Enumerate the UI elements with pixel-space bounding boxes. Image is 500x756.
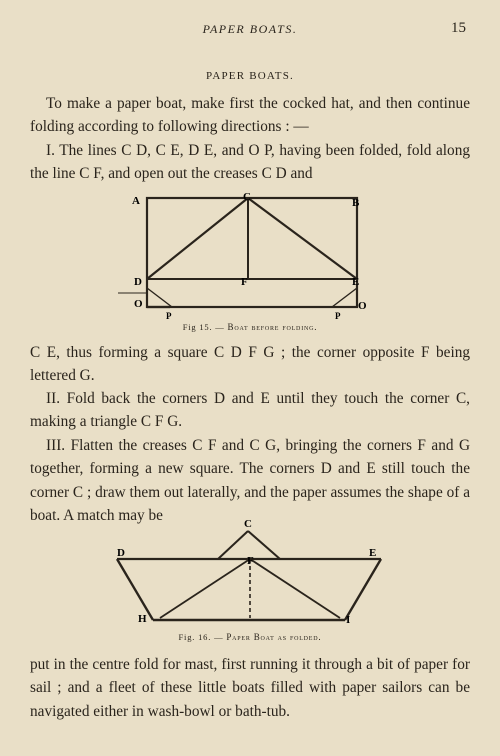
label-b: B	[352, 197, 360, 209]
label-e: E	[352, 276, 360, 288]
label-h: H	[138, 613, 147, 625]
paragraph-intro: To make a paper boat, make first the cocked hat, and then continue folding according to following directions : —	[30, 95, 470, 136]
label-f: F	[247, 555, 254, 567]
label-i: I	[346, 614, 351, 626]
label-e: E	[369, 547, 377, 559]
paragraph-step-1: I. The lines C D, C E, D E, and O P, having been folded, fold along the line C F, and open out the creases C D and	[30, 142, 470, 183]
paragraph-step-2: II. Fold back the corners D and E until they touch the corner C, making a triangle C F G.	[30, 390, 470, 431]
figure-16-caption-text: Paper Boat as folded.	[226, 632, 322, 642]
section-title: PAPER BOATS.	[206, 70, 294, 82]
figure-15	[0, 188, 500, 338]
figure-15-caption-text: Boat before folding.	[227, 322, 318, 332]
figure-16-caption	[0, 632, 500, 642]
figure-15-caption	[0, 322, 500, 332]
label-p-right: P	[335, 311, 341, 321]
label-p-left: P	[166, 311, 172, 321]
page-number: 15	[451, 20, 466, 36]
label-d: D	[117, 547, 125, 559]
label-o-right: O	[358, 300, 367, 312]
paragraph-step-3: III. Flatten the creases C F and C G, bringing the corners F and G together, forming a new square. The corners D and E still touch the corner C ; draw them out laterally, and the paper assumes the shape of a boat. A match may be	[30, 437, 470, 525]
running-head: PAPER BOATS.	[202, 22, 298, 36]
label-c: C	[244, 518, 252, 530]
label-o-left: O	[134, 298, 143, 310]
figure-16-caption-number: Fig. 16. —	[178, 632, 224, 642]
paper-boat-folded-diagram	[0, 514, 500, 632]
label-c: C	[243, 191, 251, 203]
label-f: F	[241, 276, 248, 288]
boat-before-folding-diagram	[0, 188, 500, 323]
figure-16	[0, 514, 500, 644]
paragraph-step-3-cont: put in the centre fold for mast, first running it through a bit of paper for sail ; and a fleet of these little boats filled with paper sailors can be navigated either in wash-bowl or bath-tub.	[30, 656, 470, 720]
label-a: A	[132, 195, 140, 207]
label-d: D	[134, 276, 142, 288]
figure-15-caption-number: Fig 15. —	[182, 322, 225, 332]
paragraph-step-1-cont: C E, thus forming a square C D F G ; the corner opposite F being lettered G.	[30, 344, 470, 385]
